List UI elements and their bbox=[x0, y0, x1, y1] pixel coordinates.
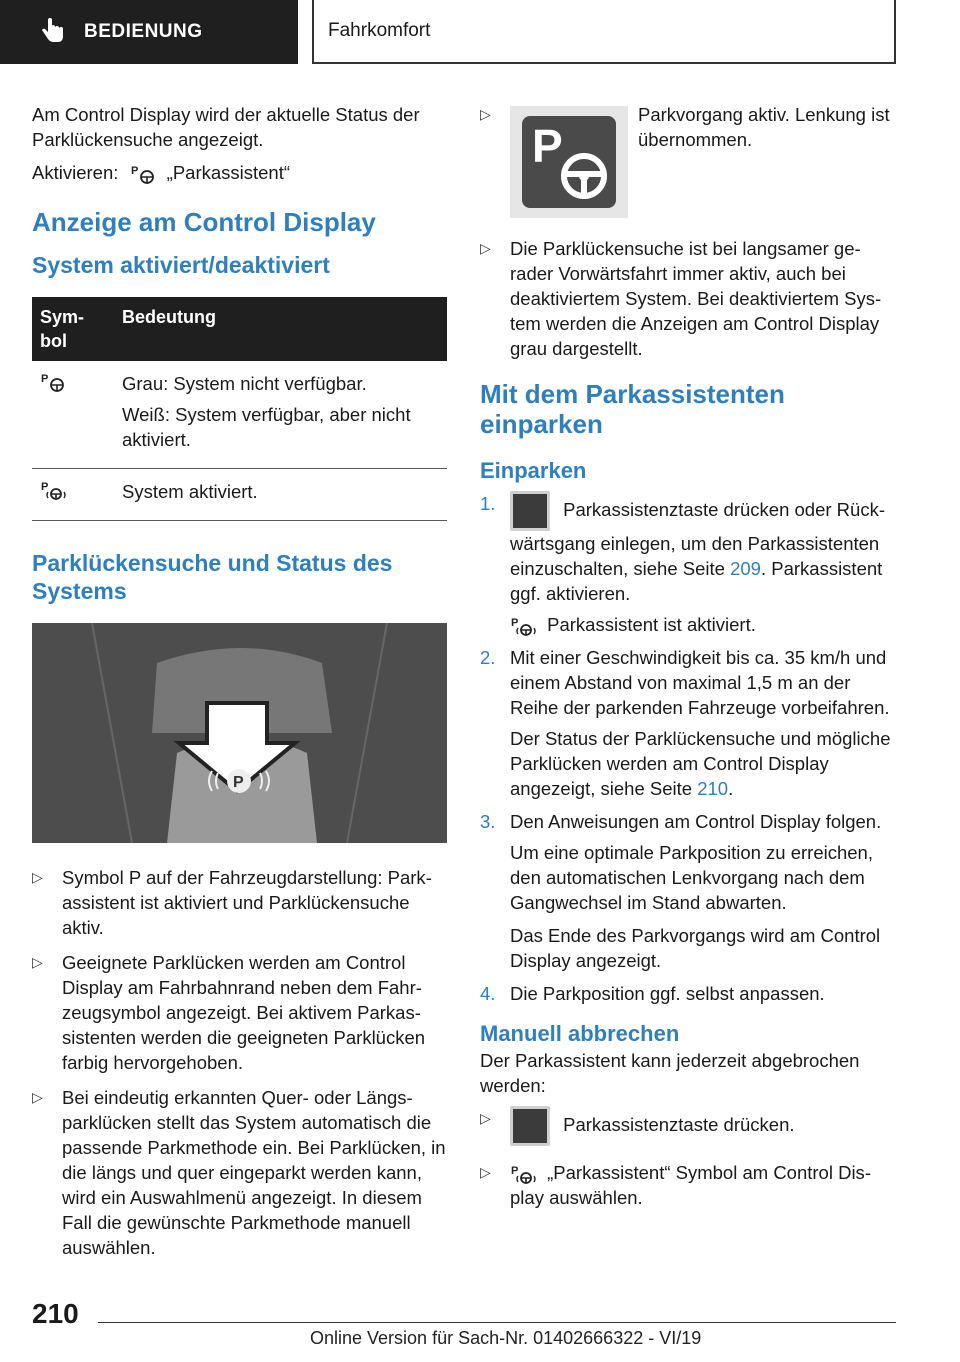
activate-line: Aktivieren: P „Parkassistent“ bbox=[32, 160, 447, 185]
table-header-symbol: Sym-bol bbox=[32, 297, 114, 361]
list-item: ▷ Die Parklückensuche ist bei langsamer gerader Vorwärtsfahrt immer aktiv, auch bei deaktiviertem System. Bei deaktiviertem System werden die Anzeigen am Control Display grau dargestellt. bbox=[480, 236, 895, 361]
right-column bbox=[480, 102, 895, 1220]
svg-text:P: ▷ P bbox=[532, 120, 563, 172]
list-item: 2. Mit einer Geschwindigkeit bis ca. 35 km/h und einem Abstand von maximal 1,5 m an der Reihe der parkenden Fahrzeuge vorbeifahren. Der Status der Parklückensuche und mögliche Parklücken werden am Control Display angezeigt, siehe Seite 210. bbox=[480, 647, 891, 800]
heading-einparken-main: Mit dem Parkassistenten einparken bbox=[480, 379, 785, 439]
hand-icon bbox=[40, 18, 66, 46]
park-assist-active-icon bbox=[510, 1163, 536, 1185]
table-row: P Grau: System nicht verfügbar. Weiß: System verfügbar, aber nicht aktiviert. bbox=[32, 361, 447, 469]
heading-einparken: Einparken bbox=[480, 458, 587, 483]
svg-text:P: P bbox=[41, 481, 49, 494]
list-item: ▷ Parkassistenztaste drücken. bbox=[480, 1106, 895, 1146]
park-assist-gray-icon bbox=[40, 371, 66, 393]
table-row: P System aktiviert. bbox=[32, 469, 447, 521]
left-column bbox=[32, 102, 447, 1270]
parking-steering-icon bbox=[510, 106, 628, 218]
steps-list bbox=[480, 491, 895, 1006]
list-item: ▷ Symbol P auf der Fahrzeugdarstellung: Parkassistent ist aktiviert und Parklückensuche aktiv. bbox=[32, 865, 447, 940]
list-item: 3. Den Anweisungen am Control Display folgen. Um eine optimale Parkposition zu erreichen, den automatischen Lenkvorgang nach dem Gangwechsel im Stand abwarten. Das Ende des Parkvorgangs wird am Control Display angezeigt. bbox=[480, 811, 882, 972]
chapter-title: Fahrkomfort bbox=[312, 0, 896, 64]
park-assist-button-icon bbox=[510, 1106, 550, 1146]
svg-text:P: ▷ P bbox=[511, 1165, 519, 1178]
abbrechen-list bbox=[480, 1106, 895, 1210]
intro-text: Am Control Display wird der aktuelle Status der Parklückensuche angezeigt. bbox=[32, 104, 420, 150]
top-bullet-list bbox=[480, 102, 895, 361]
status-bullet-list bbox=[32, 865, 447, 1260]
list-item: 1. Parkassistenztaste drücken oder Rückwärtsgang einlegen, um den Parkassistenten einzuschalten, siehe Seite 209. Parkassistent ggf. aktivieren. P Parkassistent ist aktiviert. bbox=[480, 491, 895, 637]
list-item: ▷ P „Parkassistent“ Symbol am Control Display auswählen. bbox=[480, 1160, 895, 1210]
svg-text:P: P bbox=[130, 165, 138, 178]
heading-abbrechen: Manuell abbrechen bbox=[480, 1021, 680, 1047]
heading-system: System aktiviert/deaktiviert bbox=[32, 252, 330, 279]
park-assist-active-icon bbox=[510, 615, 536, 637]
list-item: ▷ Bei eindeutig erkannten Quer- oder Längsparklücken stellt das System automatisch die passende Parkmethode ein. Bei Parklücken, in die längs und quer eingeparkt werden kann, wird ein Auswahlmenü angezeigt. In diesem Fall die gewünschte Parkmethode manuell auswählen. bbox=[32, 1085, 447, 1260]
list-item: 4. Die Parkposition ggf. selbst anpassen. bbox=[480, 983, 825, 1005]
page-link-209[interactable]: 209 bbox=[730, 558, 761, 579]
heading-anzeige: Anzeige am Control Display bbox=[32, 207, 376, 238]
control-display-image bbox=[32, 623, 447, 843]
footer-divider bbox=[98, 1322, 896, 1323]
list-item: ▷ P Parkvorgang aktiv. Lenkung ist übernommen. bbox=[480, 102, 895, 218]
footer-text: Online Version für Sach-Nr. 01402666322 - VI/19 bbox=[310, 1328, 702, 1348]
svg-text:P: P bbox=[233, 774, 244, 792]
abbrechen-intro: Der Parkassistent kann jederzeit abgebrochen werden: bbox=[480, 1050, 860, 1097]
svg-text:P: P bbox=[41, 373, 49, 386]
section-label: BEDIENUNG bbox=[84, 21, 203, 42]
park-assist-button-icon bbox=[510, 491, 550, 531]
section-tab bbox=[0, 0, 298, 64]
table-header-meaning: Bedeutung bbox=[114, 297, 447, 361]
svg-text:P: P bbox=[511, 617, 519, 630]
heading-status: Parklückensuche und Status des Systems bbox=[32, 550, 393, 605]
page-link-210[interactable]: 210 bbox=[697, 778, 729, 800]
list-item: ▷ Geeignete Parklücken werden am Control Display am Fahrbahnrand neben dem Fahrzeugsymbol angezeigt. Bei aktivem Parkassistenten werden die geeigneten Parklücken farbig hervorgehoben. bbox=[32, 950, 447, 1075]
symbol-table bbox=[32, 297, 447, 521]
park-assist-active-icon bbox=[40, 479, 66, 501]
park-assist-icon bbox=[130, 163, 156, 185]
page-number: 210 bbox=[32, 1298, 79, 1329]
